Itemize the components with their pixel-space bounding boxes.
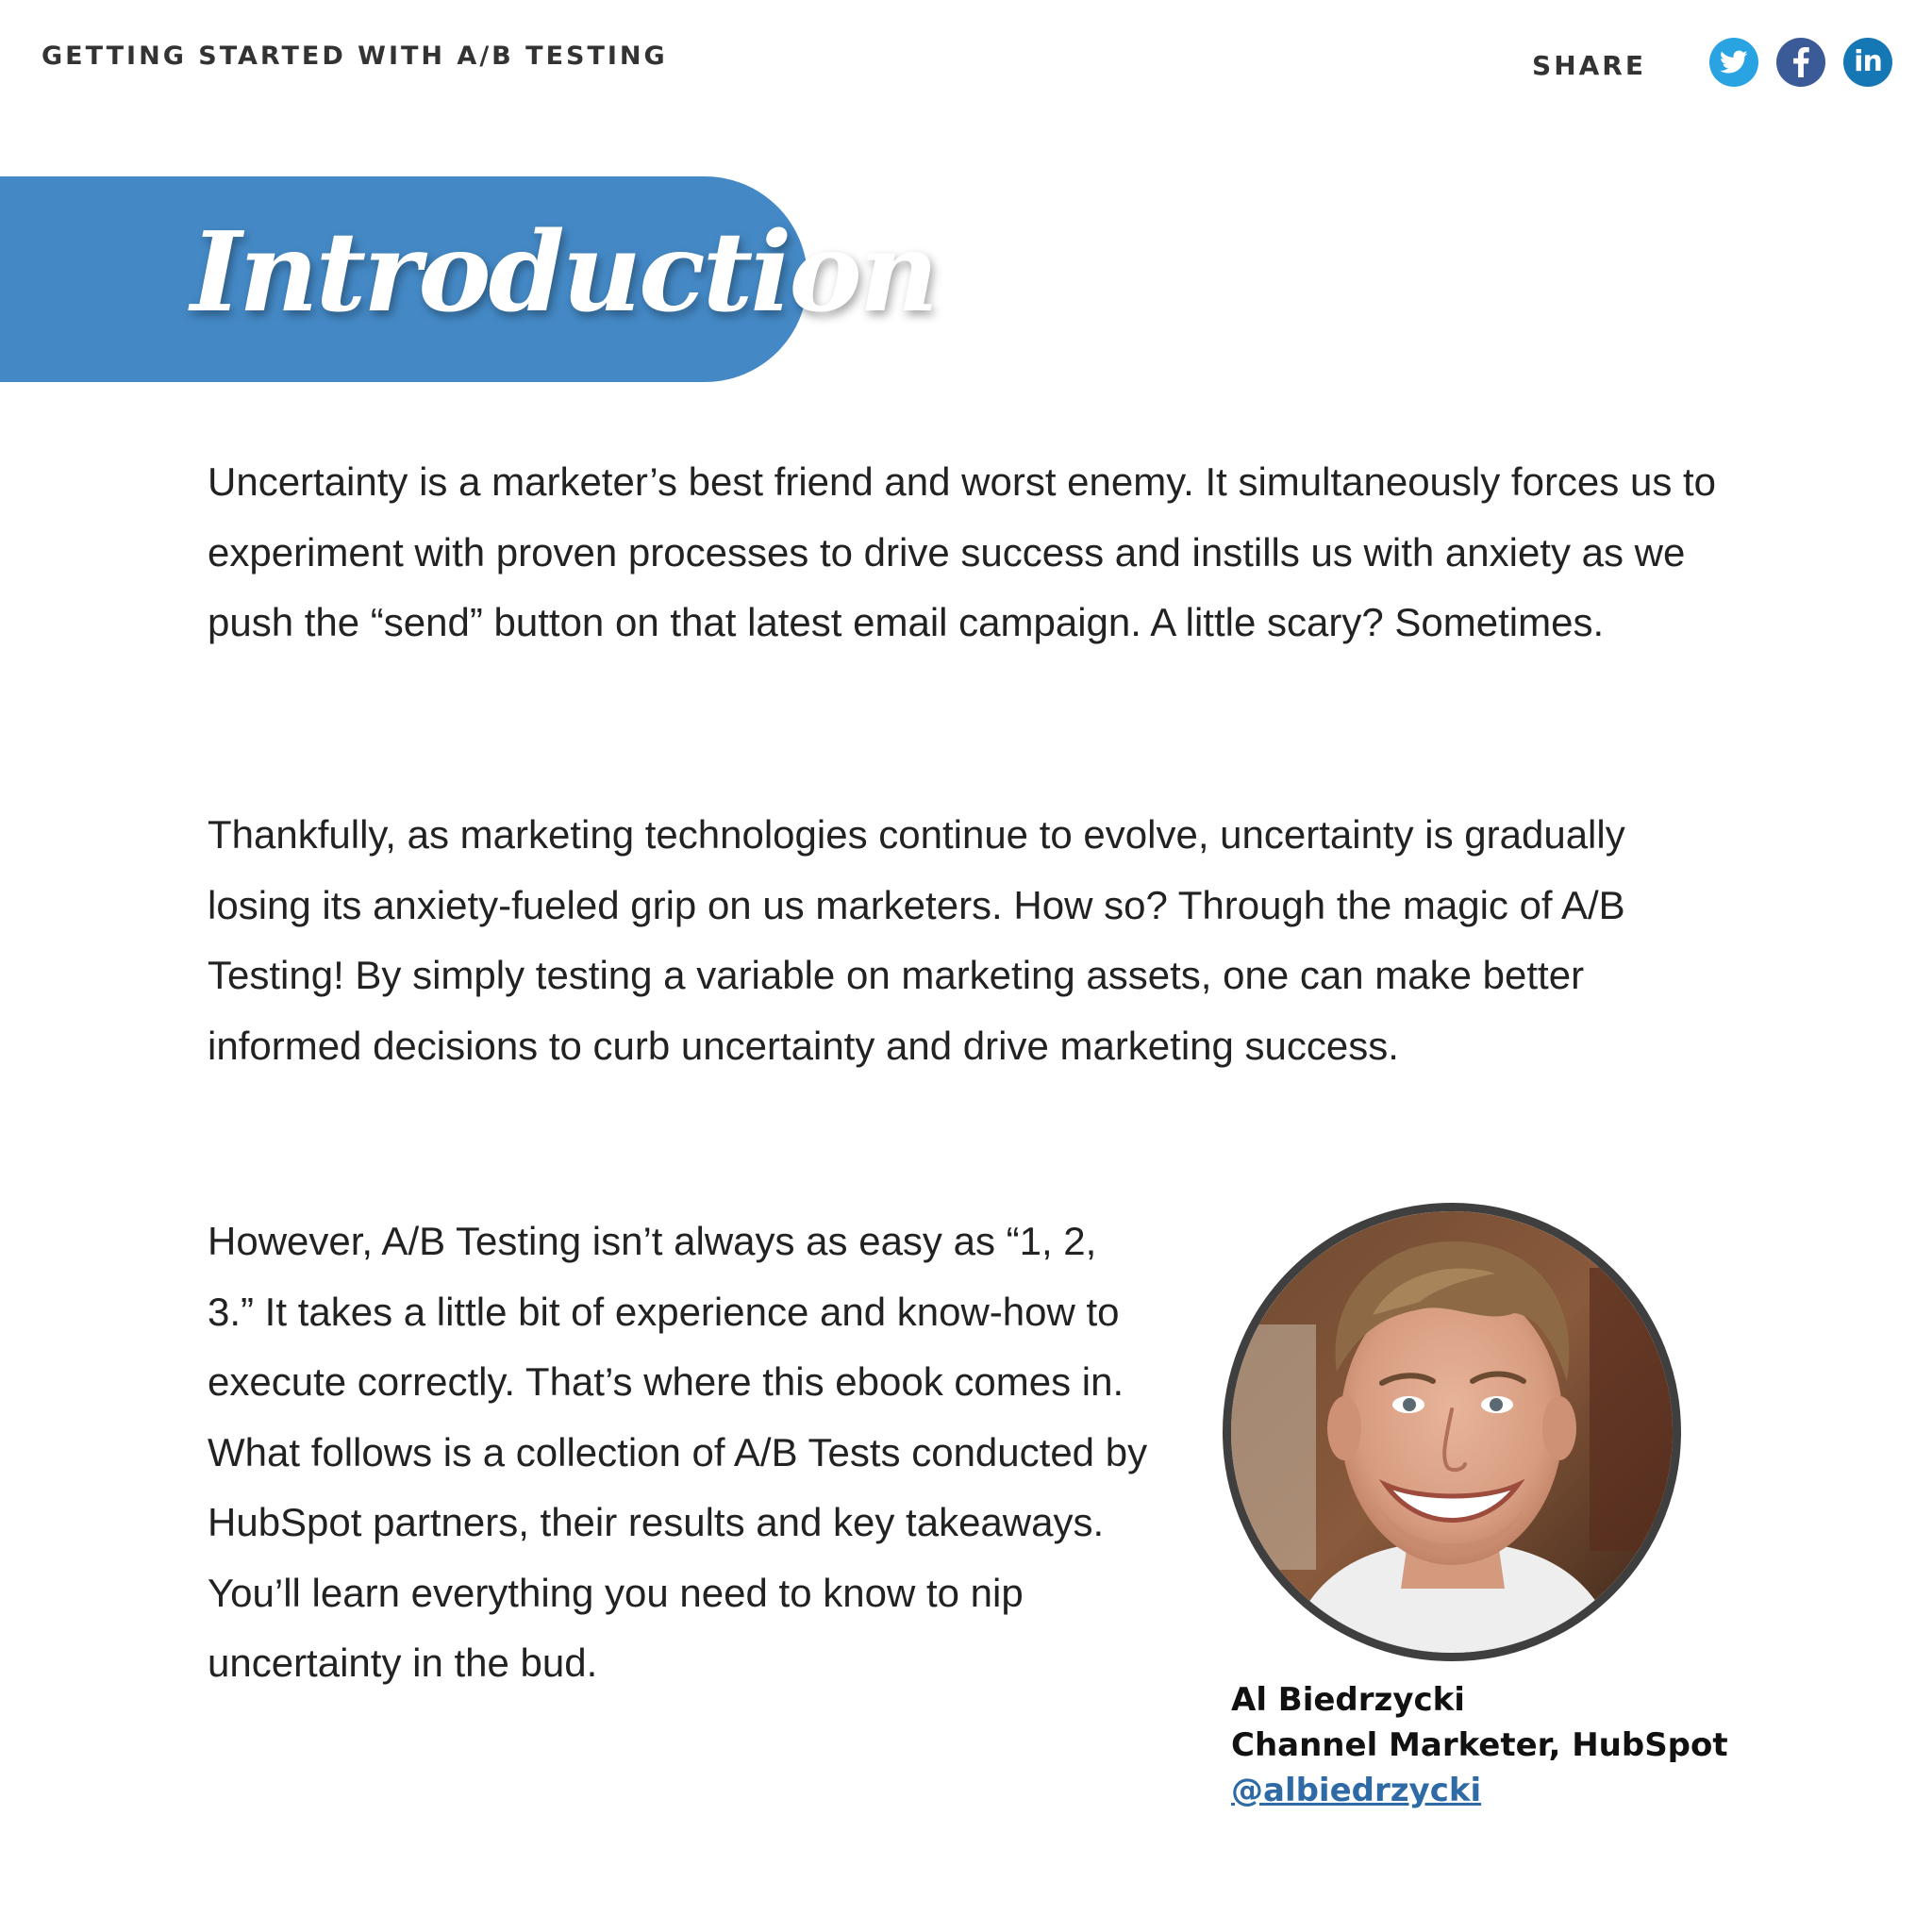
facebook-share-button[interactable] bbox=[1776, 38, 1825, 87]
section-title-banner bbox=[0, 176, 937, 382]
linkedin-share-button[interactable] bbox=[1843, 38, 1892, 87]
intro-paragraph-3: However, A/B Testing isn’t always as easy as “1, 2, 3.” It takes a little bit of experience and know-how to execute correctly. That’s where this ebook comes in. What follows is a collection of A/B Tests conducted by HubSpot partners, their results and key takeaways. You’ll learn everything you need to know to nip uncertainty in the bud. bbox=[208, 1219, 1148, 1685]
facebook-icon bbox=[1792, 47, 1809, 77]
share-bar bbox=[1532, 38, 1892, 87]
author-twitter-handle-link[interactable]: @albiedrzycki bbox=[1231, 1772, 1482, 1809]
twitter-share-button[interactable] bbox=[1709, 38, 1758, 87]
document-header-title: GETTING STARTED WITH A/B TESTING bbox=[42, 42, 668, 71]
twitter-icon bbox=[1720, 50, 1748, 75]
author-photo bbox=[1223, 1203, 1681, 1661]
intro-paragraph-1: Uncertainty is a marketer’s best friend and worst enemy. It simultaneously forces us to experiment with proven processes to drive success and instills us with anxiety as we push the “send” button on that latest email campaign. A little scary? Sometimes. bbox=[208, 459, 1717, 644]
share-label: SHARE bbox=[1532, 49, 1646, 81]
author-info bbox=[1231, 1677, 1728, 1813]
intro-paragraph-2: Thankfully, as marketing technologies continue to evolve, uncertainty is gradually losing its anxiety-fueled grip on us marketers. How so? Through the magic of A/B Testing! By simply testing a variable on marketing assets, one can make better informed decisions to curb uncertainty and drive marketing success. bbox=[208, 812, 1625, 1068]
linkedin-icon: in bbox=[1854, 44, 1882, 78]
author-name: Al Biedrzycki bbox=[1231, 1681, 1465, 1719]
author-role: Channel Marketer, HubSpot bbox=[1231, 1726, 1728, 1764]
section-title: Introduction bbox=[191, 208, 937, 337]
